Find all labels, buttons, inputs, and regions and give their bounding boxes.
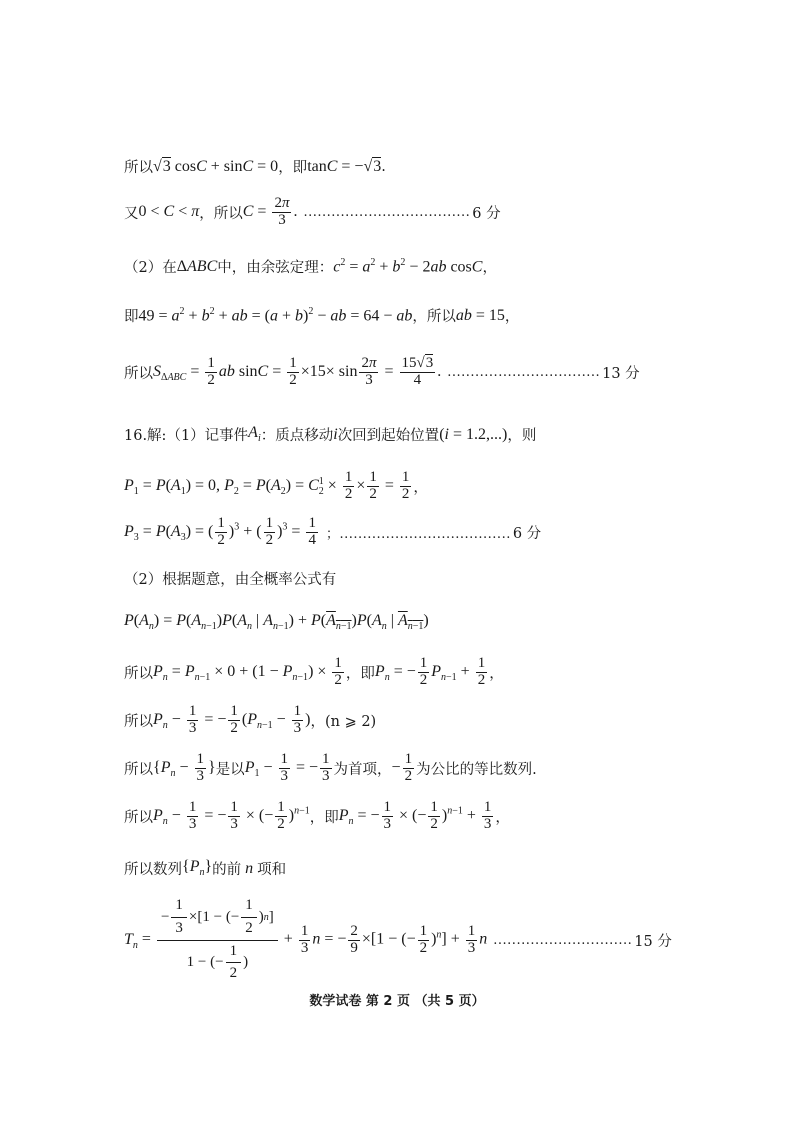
formula-first-term: $P_1$ − $\frac{1}{3}$ = − $\frac{1}{3}$ [244, 751, 330, 784]
formula-pn-recur: $P_n = P_{n-1} \times 0 + (1 - P_{n-1})$ × $\frac{1}{2}$ [153, 655, 342, 688]
line-recurrence [124, 656, 504, 689]
line-mid: ，所以 [412, 309, 456, 325]
line-prefix: 即 [124, 309, 139, 325]
line-mid: ：质点移动 [260, 428, 334, 444]
score-label: 6 分 [472, 205, 501, 222]
line-p1-p2 [124, 470, 428, 503]
line-text: 所以数列 [124, 862, 182, 878]
formula-sqrt3-cos: √3 cosC + sinC = 0 [153, 157, 279, 175]
line-end: 为公比的等比数列. [416, 761, 537, 778]
formula-seq: {$P_n$ − $\frac{1}{3}$ } [153, 751, 216, 784]
formula-p3: $P_3 = P(A_3)$ = ( $\frac{1}{2}$ )$^3$ + ( $\frac{1}{2}$ )$^3$ = $\frac{1}{4}$ [124, 515, 316, 548]
line-mid2: 为首项， [333, 761, 392, 778]
score-dots: .............................. [493, 932, 633, 948]
formula-general: $P_n$ − $\frac{1}{3}$ = − $\frac{1}{3}$ × (− $\frac{1}{2}$ )$^{n-1}$ [153, 799, 310, 832]
formula-49: $49 = a^2 + b^2$ + ab = $(a + b)^2$ − ab = 64 − ab [138, 305, 413, 325]
line-sum-formula [124, 898, 672, 982]
line-prefix: 所以 [124, 761, 153, 778]
line-sum-intro [124, 858, 286, 879]
line-end: ， [504, 309, 520, 325]
line-end: ，则 [507, 428, 537, 444]
line-mid: ，所以 [199, 205, 243, 222]
score-label: 6 分 [512, 525, 542, 542]
formula-tanc: tanC = −√3 [307, 157, 382, 175]
line-prefix: 所以 [124, 809, 153, 826]
line-mid: ，即 [309, 809, 339, 826]
formula-triangle: ΔABC [176, 257, 218, 275]
score-dots: .................................... [303, 204, 471, 220]
formula-area: $S_{\Delta ABC}$ = $\frac{1}{2}$ ab sinC = $\frac{1}{2}$ ×15× sin $\frac{2\pi}{3}$ = $\frac{15√3}{4}$ . [153, 355, 442, 388]
formula-ratio: − $\frac{1}{2}$ [391, 751, 413, 784]
formula-pn-minus-third: $P_n$ − $\frac{1}{3}$ = − $\frac{1}{2}$ ($P_{n-1}$ − $\frac{1}{3}$ ) [153, 703, 311, 736]
line-general-term [124, 800, 510, 833]
line-mid2: 次回到起始位置 [337, 428, 440, 444]
formula-i-range: (i = 1.2,...) [439, 425, 508, 443]
line-prefix: （2）在 [124, 260, 177, 276]
formula-range: 0 < C < π [138, 203, 200, 221]
line-total-prob [124, 612, 429, 632]
line-prefix: 又 [124, 205, 139, 222]
line-16-intro [124, 424, 536, 445]
score-dots: ；..................................... [325, 526, 511, 542]
line-end: . [381, 158, 386, 175]
line-end: ， [482, 260, 497, 276]
line-end: ， [495, 809, 510, 826]
line-end: 的前 [212, 862, 242, 878]
score-label: 15 分 [634, 933, 672, 950]
formula-pn-simple: $P_n$ = − $\frac{1}{2}$ $P_{n-1}$ + $\frac{1}{2}$ [374, 655, 486, 688]
line-p3 [124, 516, 541, 549]
line-end2: 项和 [257, 862, 287, 878]
formula-cosine-law: $c^2 = a^2 + b^2 - 2ab$ cosC [333, 256, 483, 276]
formula-ab15: ab = 15 [455, 306, 505, 324]
line-mid: 是以 [215, 761, 245, 778]
line-area [124, 356, 640, 389]
line-ab [124, 305, 519, 326]
line-mid: 中，由余弦定理： [217, 260, 334, 276]
line-cosine-law [124, 256, 497, 277]
page-footer: 数学试卷 第 2 页 （共 5 页） [309, 994, 485, 1009]
line-tan-c [124, 156, 386, 177]
line-geometric-seq [124, 752, 537, 785]
score-label: 13 分 [602, 365, 640, 382]
line-mid: ，即 [278, 160, 308, 176]
line-prefix: 所以 [124, 713, 153, 730]
formula-pn-closed: $P_n$ = − $\frac{1}{3}$ × (− $\frac{1}{2}$ )$^{n-1}$ + $\frac{1}{3}$ [338, 799, 492, 832]
line-end: ， [489, 665, 504, 682]
line-end: ，(n ⩾ 2) [310, 713, 377, 730]
line-end: ， [413, 479, 428, 496]
score-dots: ................................. [447, 364, 601, 380]
line-prefix: 所以 [124, 365, 153, 382]
formula-pn-set: $\{P_n\}$ [182, 858, 213, 879]
line-c-value [124, 196, 501, 229]
formula-i: i [333, 425, 338, 443]
formula-p1p2: $P_1 = P(A_1) = 0$, $P_2 = P(A_2) = C_2^1$ × $\frac{1}{2}$ × $\frac{1}{2}$ = $\frac{1}{2}$ [124, 469, 410, 502]
line-geometric-form [124, 704, 376, 737]
formula-n: n [241, 859, 258, 877]
formula-c-eq: C = $\frac{2\pi}{3}$ . [242, 195, 298, 228]
formula-total-prob: $P(A_n) = P(A_{n-1})P(A_n$ | $A_{n-1}) + P(A_{n-1})P(A_n$ | $A_{n-1}$) [124, 612, 429, 633]
formula-tn: $T_n$ = − $\frac{1}{3}$ ×[1 − (− $\frac{1}{2}$ ) n ] 1 − (− $\frac{1}{2}$ ) + $\frac{1}{3}$ n = − $\frac{2}{9}$ ×[1 − (− $\frac{1}{2}$ )$^n$] + $\frac{1}{3}$ n [124, 897, 488, 982]
line-total-prob-intro [124, 568, 336, 589]
formula-ai: $A_i$ [248, 424, 261, 445]
line-text: （2）根据题意，由全概率公式有 [124, 572, 337, 588]
line-prefix: 16.解:（1）记事件 [124, 428, 249, 444]
line-mid: ，即 [345, 665, 375, 682]
line-prefix: 所以 [124, 665, 153, 682]
line-prefix: 所以 [124, 160, 153, 176]
